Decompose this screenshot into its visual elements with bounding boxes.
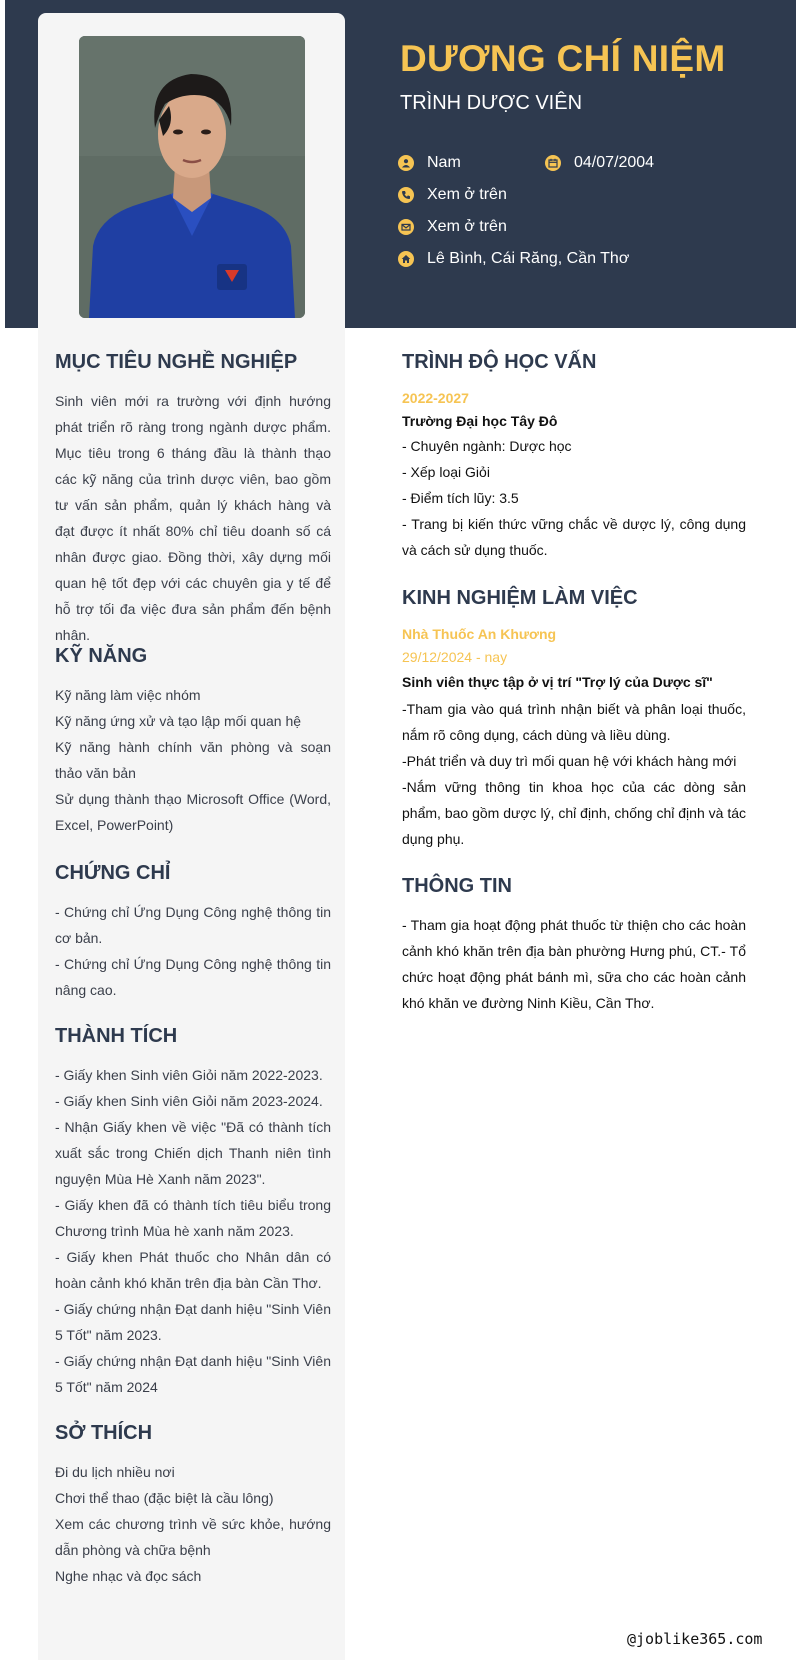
skills-heading: KỸ NĂNG [55,645,148,667]
watermark: @joblike365.com [627,1630,763,1648]
achievements-heading: THÀNH TÍCH [55,1025,178,1047]
certificates-heading: CHỨNG CHỈ [55,862,171,884]
phone-icon [398,187,414,203]
certificates-list [55,899,331,1003]
list-item: Sử dụng thành thạo Microsoft Office (Word, Excel, PowerPoint) [55,791,331,833]
list-item: - Giấy khen Sinh viên Giỏi năm 2022-2023. [55,1067,323,1083]
list-item: - Chuyên ngành: Dược học [402,438,572,454]
birthdate-value: 04/07/2004 [574,154,655,171]
list-item: - Giấy chứng nhận Đạt danh hiệu "Sinh Viên 5 Tốt" năm 2024 [55,1353,331,1395]
list-item: Kỹ năng hành chính văn phòng và soạn thảo văn bản [55,739,331,781]
experience-position: Sinh viên thực tập ở vị trí "Trợ lý của Dược sĩ" [402,674,713,690]
candidate-name: DƯƠNG CHÍ NIỆM [400,38,726,79]
user-icon [398,155,414,171]
info-heading: THÔNG TIN [402,875,512,897]
list-item: - Trang bị kiến thức vững chắc về dược lý, công dụng và cách sử dụng thuốc. [402,516,746,558]
email-row [398,218,507,236]
education-details [402,433,746,563]
list-item: Kỹ năng ứng xử và tạo lập mối quan hệ [55,713,302,729]
list-item: - Giấy khen Sinh viên Giỏi năm 2023-2024. [55,1093,323,1109]
home-icon [398,251,414,267]
profile-photo [79,36,305,318]
list-item: - Điểm tích lũy: 3.5 [402,490,519,506]
list-item: - Chứng chỉ Ứng Dụng Công nghệ thông tin cơ bản. [55,904,331,946]
address-row [398,250,629,268]
experience-period: 29/12/2024 - nay [402,649,508,665]
education-school: Trường Đại học Tây Đô [402,413,558,429]
phone-row [398,186,507,204]
list-item: - Giấy chứng nhận Đạt danh hiệu "Sinh Viên 5 Tốt" năm 2023. [55,1301,331,1343]
gender-row [398,154,461,172]
gender-value: Nam [427,154,461,171]
list-item: -Tham gia vào quá trình nhận biết và phân loại thuốc, nắm rõ công dụng, cách dùng và liều dùng. [402,701,746,743]
info-text: - Tham gia hoạt động phát thuốc từ thiện cho các hoàn cảnh khó khăn trên địa bàn phường Hưng phú, CT.- Tổ chức hoạt động phát bánh mì, sữa cho các hoàn cảnh khó khăn ve đường Ninh Kiều, Cần Thơ. [402,917,746,1011]
objective-text: Sinh viên mới ra trường với định hướng phát triển rõ ràng trong ngành dược phẩm. Mục tiêu trong 6 tháng đầu là thành thạo các kỹ năng của trình dược viên, bao gồm tư vấn sản phẩm, quản lý khách hàng và đạt được ít nhất 80% chỉ tiêu doanh số cá nhân được giao. Đồng thời, xây dựng mối quan hệ tốt đẹp với các chuyên gia y tế để hỗ trợ tối đa việc đưa sản phẩm đến bệnh nhân. [55,393,331,643]
list-item: -Nắm vững thông tin khoa học của các dòng sản phẩm, bao gồm dược lý, chỉ định, chống chỉ định và tác dụng phụ. [402,779,746,847]
education-heading: TRÌNH ĐỘ HỌC VẤN [402,351,597,373]
job-title: TRÌNH DƯỢC VIÊN [400,92,583,114]
objective-heading: MỤC TIÊU NGHỀ NGHIỆP [55,351,298,373]
birthdate-row [545,154,654,172]
list-item: Xem các chương trình về sức khỏe, hướng dẫn phòng và chữa bệnh [55,1516,331,1558]
list-item: Nghe nhạc và đọc sách [55,1568,202,1584]
experience-details [402,696,746,852]
email-value: Xem ở trên [427,218,507,235]
experience-company: Nhà Thuốc An Khương [402,626,557,642]
list-item: Đi du lịch nhiều nơi [55,1464,175,1480]
envelope-icon [398,219,414,235]
education-period: 2022-2027 [402,390,469,406]
list-item: - Chứng chỉ Ứng Dụng Công nghệ thông tin nâng cao. [55,956,331,998]
hobbies-list [55,1459,331,1589]
skills-list [55,682,331,838]
list-item: - Nhận Giấy khen về việc "Đã có thành tích xuất sắc trong Chiến dịch Thanh niên tình nguyện Mùa Hè Xanh năm 2023". [55,1119,331,1187]
list-item: - Xếp loại Giỏi [402,464,490,480]
experience-heading: KINH NGHIỆM LÀM VIỆC [402,587,638,609]
list-item: Chơi thể thao (đặc biệt là cầu lông) [55,1490,274,1506]
list-item: -Phát triển và duy trì mối quan hệ với khách hàng mới [402,753,737,769]
calendar-icon [545,155,561,171]
address-value: Lê Bình, Cái Răng, Cần Thơ [427,250,630,267]
list-item: Kỹ năng làm việc nhóm [55,687,201,703]
list-item: - Giấy khen Phát thuốc cho Nhân dân có hoàn cảnh khó khăn trên địa bàn Cần Thơ. [55,1249,331,1291]
achievements-list [55,1062,331,1400]
list-item: - Giấy khen đã có thành tích tiêu biểu trong Chương trình Mùa hè xanh năm 2023. [55,1197,331,1239]
hobbies-heading: SỞ THÍCH [55,1422,153,1444]
phone-value: Xem ở trên [427,186,507,203]
